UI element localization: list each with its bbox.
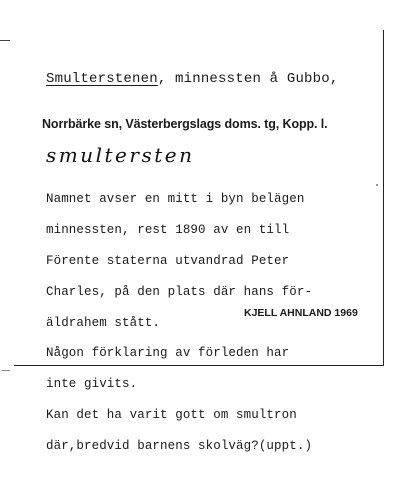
author-signature: KJELL AHNLAND 1969 (244, 307, 358, 319)
parish-stamp: Norrbärke sn, Västerbergslags doms. tg, Kopp. l. (42, 117, 328, 131)
place-name: Smulterstenen (46, 71, 158, 87)
ink-speck (376, 184, 378, 186)
card-title (46, 71, 338, 87)
body-line: äldrahem stått. (46, 315, 161, 330)
card-body (46, 177, 312, 470)
scan-edge-mark (0, 40, 10, 41)
body-line: där,bredvid barnens skolväg?(uppt.) (46, 438, 313, 453)
scan-edge-mark (2, 370, 10, 371)
place-description: , minnessten å Gubbo, (157, 71, 339, 87)
handwritten-pronunciation: smultersten (46, 143, 195, 167)
body-line: minnessten, rest 1890 av en till (46, 223, 290, 238)
body-line: Charles, på den plats där hans för- (46, 284, 313, 299)
body-line: Kan det ha varit gott om smultron (46, 408, 297, 423)
body-line: inte givits. (46, 377, 138, 392)
body-line: Förente staterna utvandrad Peter (46, 254, 290, 269)
body-line: Någon förklaring av förleden har (46, 346, 290, 361)
body-line: Namnet avser en mitt i byn belägen (46, 192, 305, 207)
